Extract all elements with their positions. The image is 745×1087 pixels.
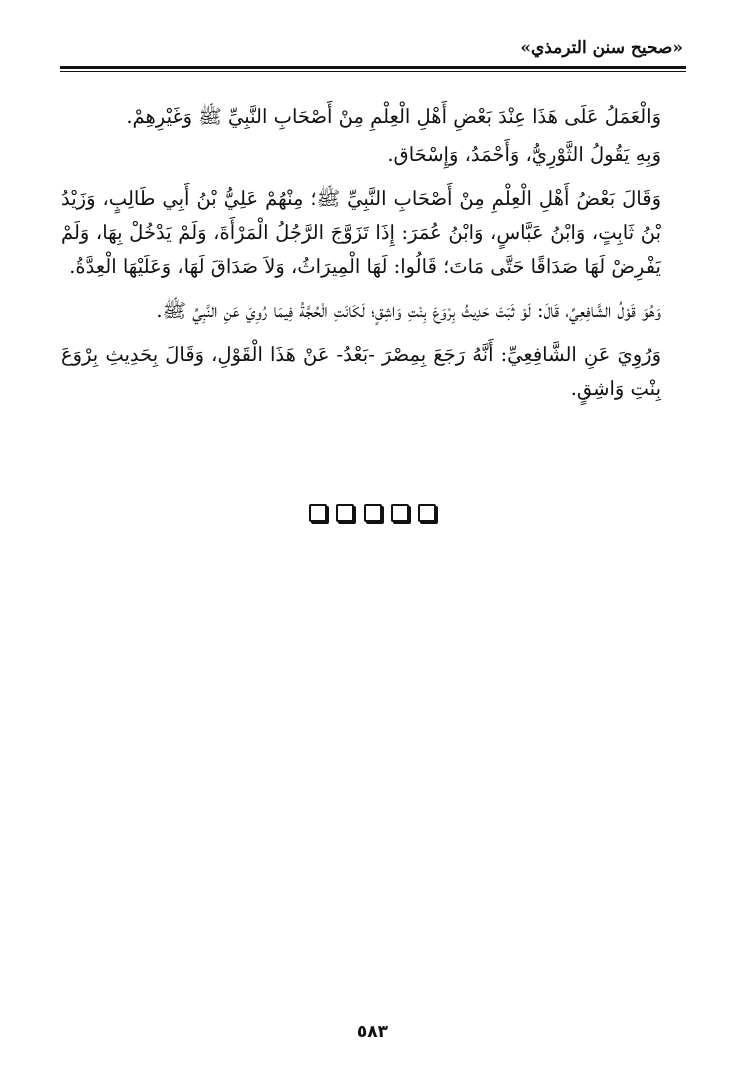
separator-box-icon [418,504,436,522]
header-rule-thin [60,71,686,72]
paragraph-5: وَرُوِيَ عَنِ الشَّافِعِيِّ: أَنَّهُ رَجَعَ بِمِصْرَ -بَعْدُ- عَنْ هَذَا الْقَوْلِ، وَقَالَ بِحَدِيثِ بِرْوَعَ بِنْتِ وَاشِقٍ. [61,343,661,400]
body-text [61,100,661,416]
paragraph-1: وَالْعَمَلُ عَلَى هَذَا عِنْدَ بَعْضِ أَهْلِ الْعِلْمِ مِنْ أَصْحَابِ النَّبِيِّ ﷺ وَغَيْرِهِمْ. [126,105,661,128]
paragraph-2: وَبِهِ يَقُولُ الثَّوْرِيُّ، وَأَحْمَدُ، وَإِسْحَاق. [387,143,661,166]
separator-box-icon [309,504,327,522]
separator-box-icon [391,504,409,522]
separator-box-icon [364,504,382,522]
page-number: ٥٨٣ [356,1022,389,1042]
section-separator [0,504,745,526]
running-header-title: «صحيح سنن الترمذي» [520,38,683,58]
paragraph-4: وَهُوَ قَوْلُ الشَّافِعِيِّ، قَالَ: لَوْ ثَبَتَ حَدِيثُ بِرْوَعَ بِنْتِ وَاشِقٍ؛ لَكَانَتِ الْحُجَّةُ فِيمَا رُوِيَ عَنِ النَّبِيِّ ﷺ. [156,299,661,322]
separator-box-icon [336,504,354,522]
paragraph-3: وَقَالَ بَعْضُ أَهْلِ الْعِلْمِ مِنْ أَصْحَابِ النَّبِيِّ ﷺ؛ مِنْهُمْ عَلِيُّ بْنُ أَبِي طَالِبٍ، وَزَيْدُ بْنُ ثَابِتٍ، وَابْنُ عَبَّاسٍ، وَابْنُ عُمَرَ: إِذَا تَزَوَّجَ الرَّجُلُ الْمَرْأَةَ، وَلَمْ يَدْخُلْ بِهَا، وَلَمْ يَفْرِضْ لَهَا صَدَاقًا حَتَّى مَاتَ؛ قَالُوا: لَهَا الْمِيرَاثُ، وَلاَ صَدَاقَ لَهَا، وَعَلَيْهَا الْعِدَّةُ. [61,187,661,278]
header-rule-thick [60,66,686,69]
